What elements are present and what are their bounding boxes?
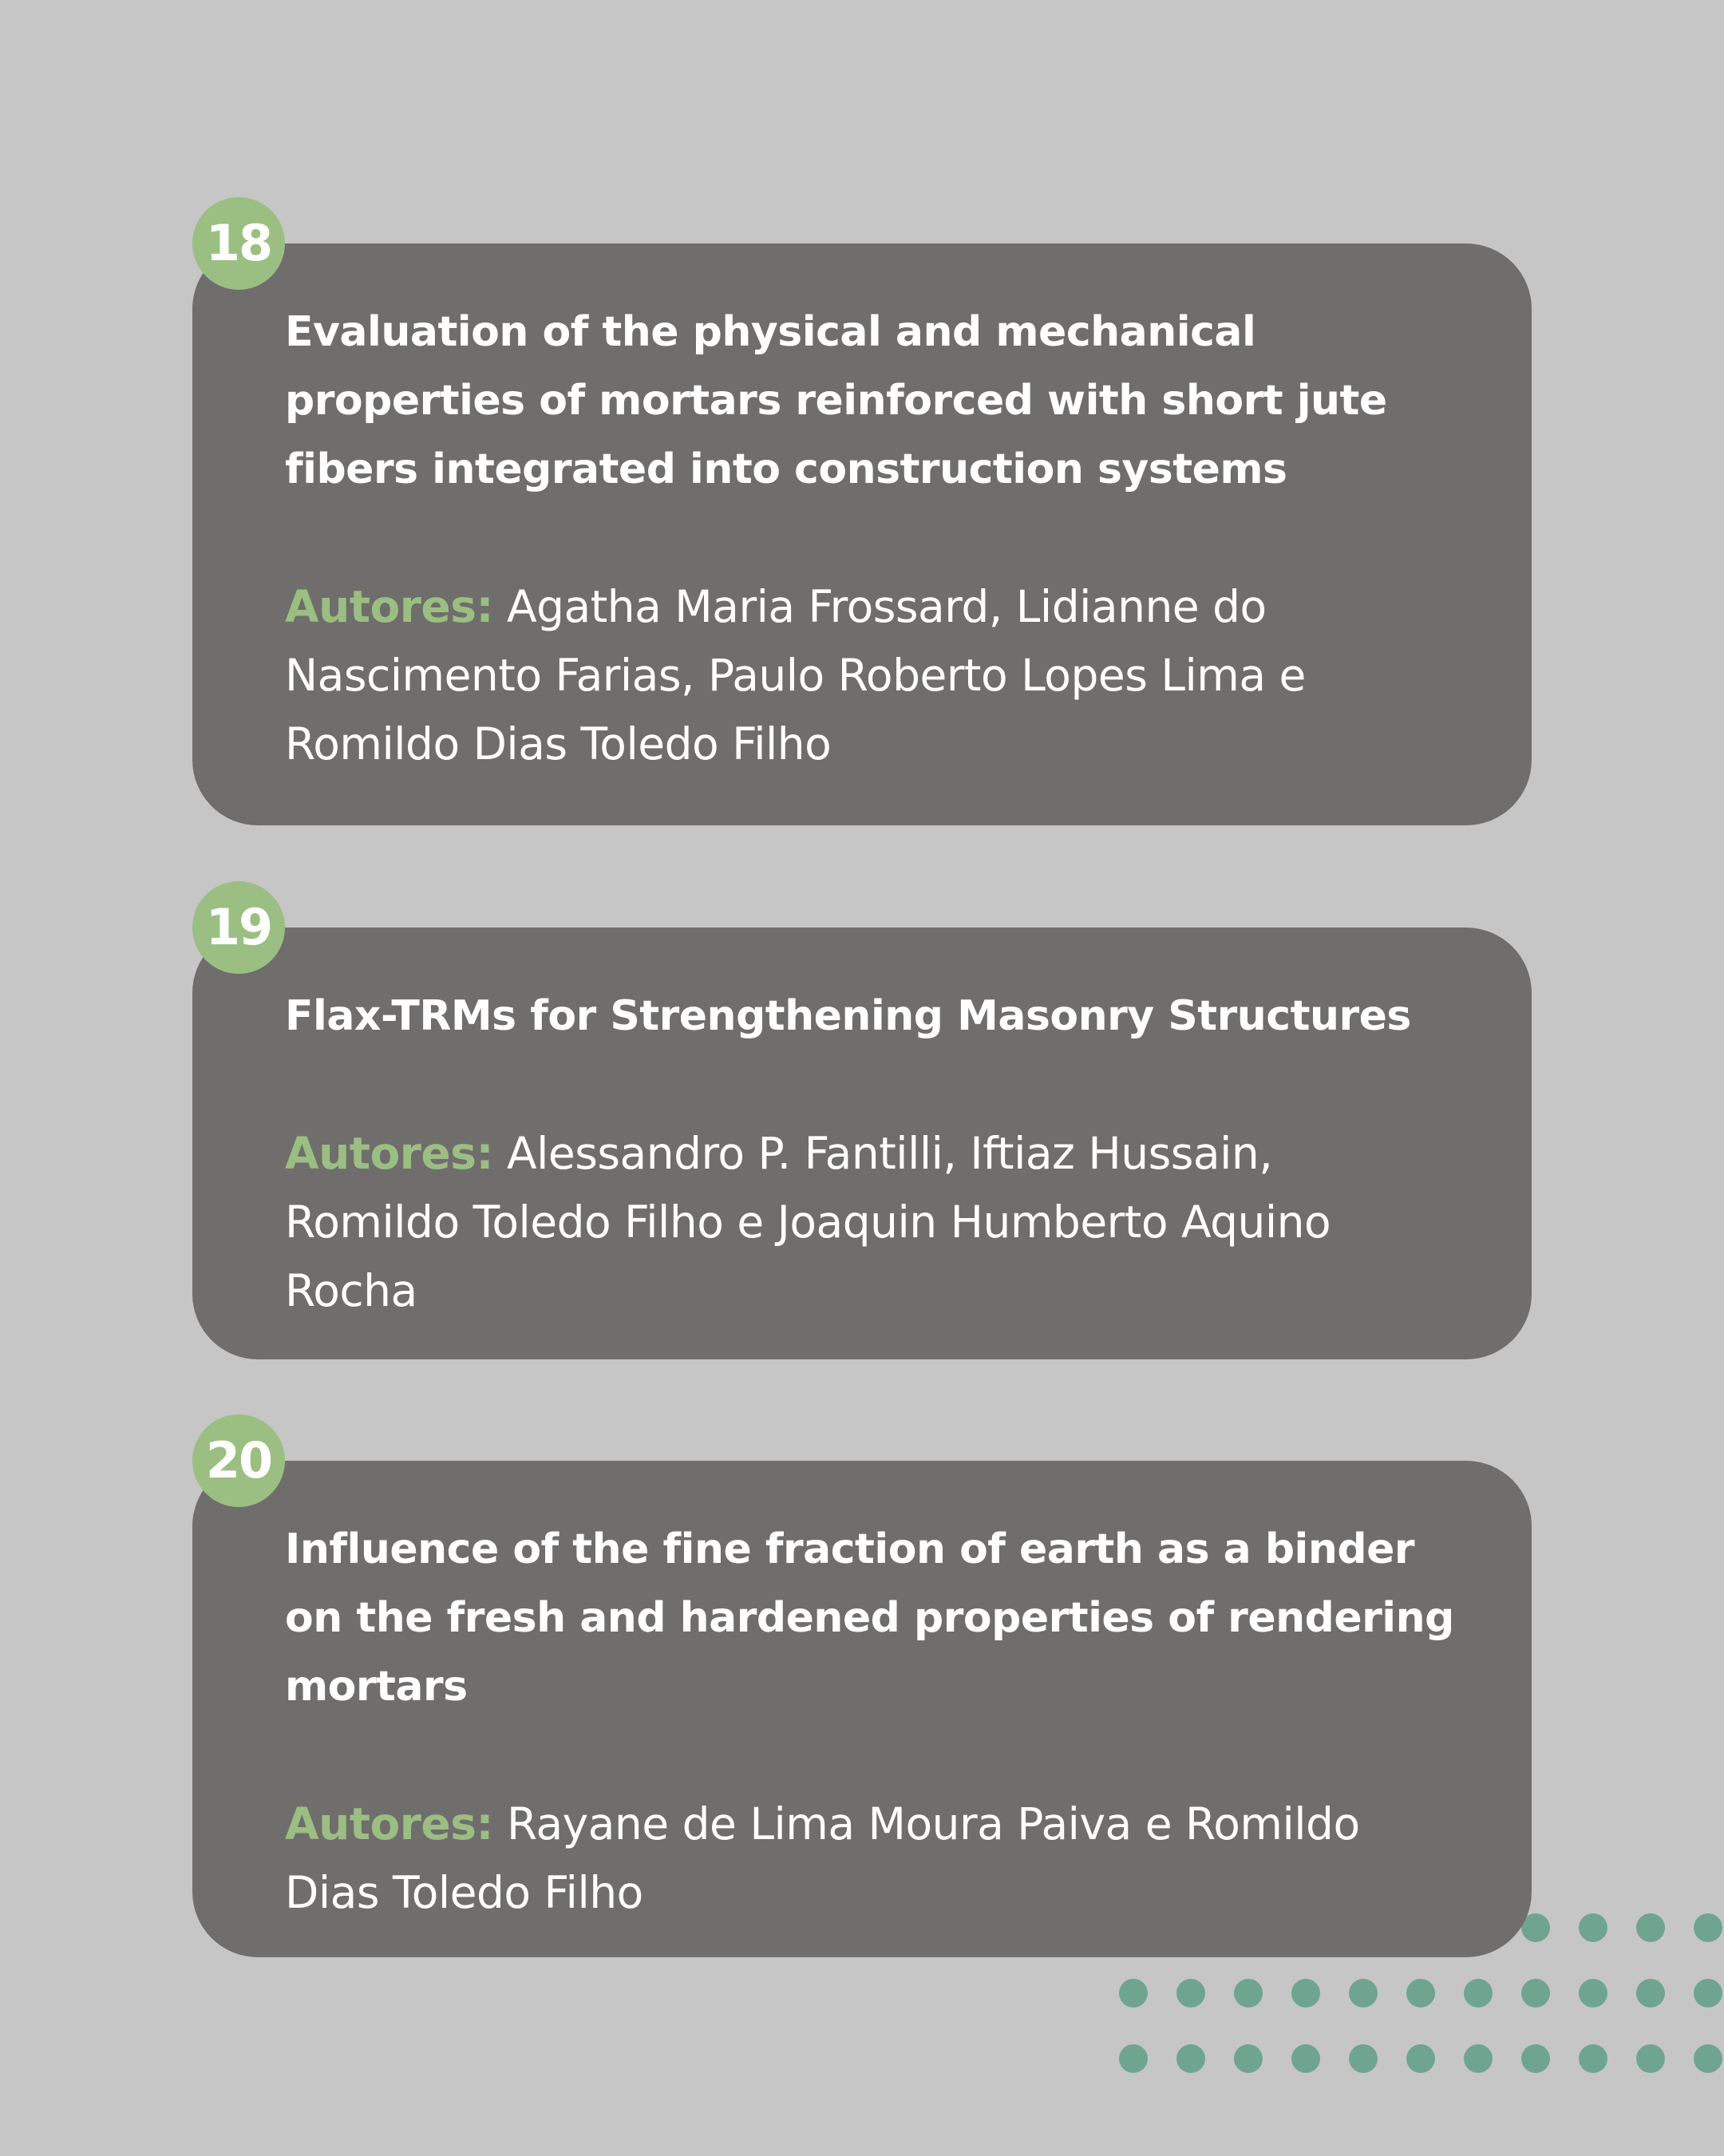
entry-number-badge: 19 — [192, 881, 285, 974]
entry-card-18 — [192, 243, 1532, 825]
decorative-dot — [1521, 2044, 1550, 2073]
decorative-dot — [1234, 2044, 1263, 2073]
entry-title: Flax-TRMs for Strengthening Masonry Structures — [285, 992, 1411, 1040]
decorative-dot — [1349, 1979, 1378, 2008]
decorative-dot — [1119, 2044, 1148, 2073]
decorative-dot — [1636, 2044, 1665, 2073]
decorative-dot — [1291, 2044, 1320, 2073]
authors-label: Autores: — [285, 1798, 493, 1849]
decorative-dot — [1694, 2044, 1722, 2073]
decorative-dot — [1636, 1979, 1665, 2008]
entry-authors — [285, 572, 1460, 778]
decorative-dot — [1464, 2044, 1493, 2073]
decorative-dot — [1694, 1979, 1722, 2008]
entry-number-badge: 18 — [192, 197, 285, 290]
decorative-dot — [1579, 1913, 1607, 1942]
decorative-dot — [1176, 1979, 1205, 2008]
decorative-dot — [1579, 1979, 1607, 2008]
authors-label: Autores: — [285, 581, 493, 632]
entry-title: Evaluation of the physical and mechanical properties of mortars reinforced with short jute fibers integrated into construction systems — [285, 308, 1387, 493]
decorative-dot — [1694, 1913, 1722, 1942]
entry-card-20 — [192, 1461, 1532, 1957]
entry-number-badge: 20 — [192, 1414, 285, 1507]
authors-label: Autores: — [285, 1128, 493, 1179]
entry-authors — [285, 1790, 1460, 1927]
decorative-dot — [1579, 2044, 1607, 2073]
decorative-dot — [1406, 1979, 1435, 2008]
decorative-dot — [1176, 2044, 1205, 2073]
decorative-dot — [1291, 1979, 1320, 2008]
decorative-dot — [1349, 2044, 1378, 2073]
authors-names: Agatha Maria Frossard, Lidianne do Nascimento Farias, Paulo Roberto Lopes Lima e Romildo Dias Toledo Filho — [285, 581, 1306, 769]
authors-names: Rayane de Lima Moura Paiva e Romildo Dias Toledo Filho — [285, 1798, 1360, 1918]
entry-card-19 — [192, 928, 1532, 1359]
authors-names: Alessandro P. Fantilli, Iftiaz Hussain, Romildo Toledo Filho e Joaquin Humberto Aquino Rocha — [285, 1128, 1331, 1316]
decorative-dot — [1119, 1979, 1148, 2008]
entry-authors — [285, 1119, 1460, 1325]
decorative-dot — [1234, 1979, 1263, 2008]
decorative-dot — [1464, 1979, 1493, 2008]
decorative-dot — [1521, 1979, 1550, 2008]
decorative-dot — [1636, 1913, 1665, 1942]
decorative-dot — [1406, 2044, 1435, 2073]
entry-title: Influence of the fine fraction of earth as a binder on the fresh and hardened properties of rendering mortars — [285, 1525, 1454, 1711]
